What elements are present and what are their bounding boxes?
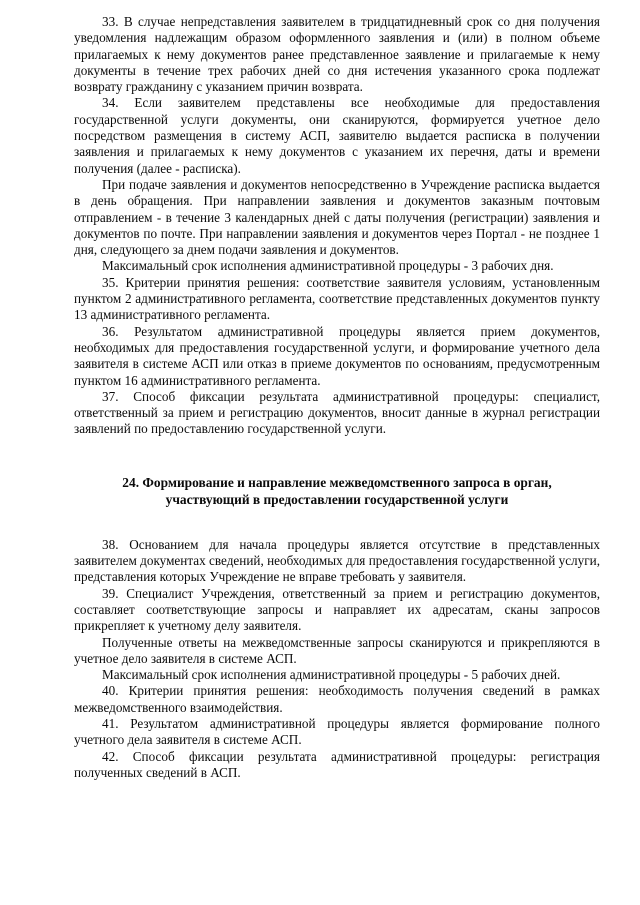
paragraph-responses: Полученные ответы на межведомственные запросы сканируются и прикрепляются в учетное дело заявителя в системе АСП.	[74, 634, 600, 666]
paragraph-41: 41. Результатом административной процедуры является формирование полного учетного дела заявителя в системе АСП.	[74, 715, 600, 748]
paragraph-33: 33. В случае непредставления заявителем в тридцатидневный срок со дня получения уведомления надлежащим образом оформленного заявления и (или) в полном объеме прилагаемых к нему документов ранее представленное заявление и прилагаемые к нему документы в течение трех рабочих дней со дня истечения указанного срока подлежат возврату гражданину с указанием причин возврата.	[74, 14, 600, 95]
paragraph-40: 40. Критерии принятия решения: необходимость получения сведений в рамках межведомственного взаимодействия.	[74, 683, 600, 715]
section-heading-24	[74, 474, 600, 509]
paragraph-39: 39. Специалист Учреждения, ответственный за прием и регистрацию документов, составляет соответствующие запросы и направляет их адресатам, сканы запросов прикрепляет к учетному делу заявителя.	[74, 585, 600, 634]
paragraph-36: 36. Результатом административной процедуры является прием документов, необходимых для предоставления государственной услуги, и формирование учетного дела заявителя в системе АСП или отказ в приеме документов по основаниям, предусмотренным пунктом 16 административного регламента.	[74, 323, 600, 388]
paragraph-35: 35. Критерии принятия решения: соответствие заявителя условиям, установленным пунктом 2 административного регламента, соответствие представленных документов пункту 13 административного регламента.	[74, 274, 600, 323]
paragraph-42: 42. Способ фиксации результата административной процедуры: регистрация полученных сведений в АСП.	[74, 748, 600, 780]
paragraph-receipt: При подаче заявления и документов непосредственно в Учреждение расписка выдается в день обращения. При направлении заявления и документов заказным почтовым отправлением - в течение 3 календарных дней с даты получения (регистрации) заявления и документов по почте. При направлении заявления и документов через Портал - не позднее 1 дня, следующего за днем подачи заявления и документов.	[74, 176, 600, 258]
section-heading-line-2: участвующий в предоставлении государственной услуги	[165, 492, 509, 508]
paragraph-deadline-3-days: Максимальный срок исполнения административной процедуры - 3 рабочих дня.	[102, 258, 554, 274]
paragraph-deadline-5-days: Максимальный срок исполнения административной процедуры - 5 рабочих дней.	[102, 667, 561, 683]
paragraph-38: 38. Основанием для начала процедуры является отсутствие в представленных заявителем документах сведений, необходимых для предоставления государственной услуги, представления которых Учреждение не вправе требовать у заявителя.	[74, 536, 600, 585]
paragraph-37: 37. Способ фиксации результата административной процедуры: специалист, ответственный за прием и регистрацию документов, вносит данные в журнал регистрации заявлений по предоставлению государственной услуги.	[74, 388, 600, 437]
paragraph-34: 34. Если заявителем представлены все необходимые для предоставления государственной услуги документы, они сканируются, формируется учетное дело посредством размещения в систему АСП, заявителю выдается расписка в получении заявления и прилагаемых к нему документов с указанием их перечня, даты и времени получения (далее - расписка).	[74, 95, 600, 176]
section-heading-line-1: 24. Формирование и направление межведомственного запроса в орган,	[122, 474, 552, 490]
document-page	[74, 14, 600, 781]
